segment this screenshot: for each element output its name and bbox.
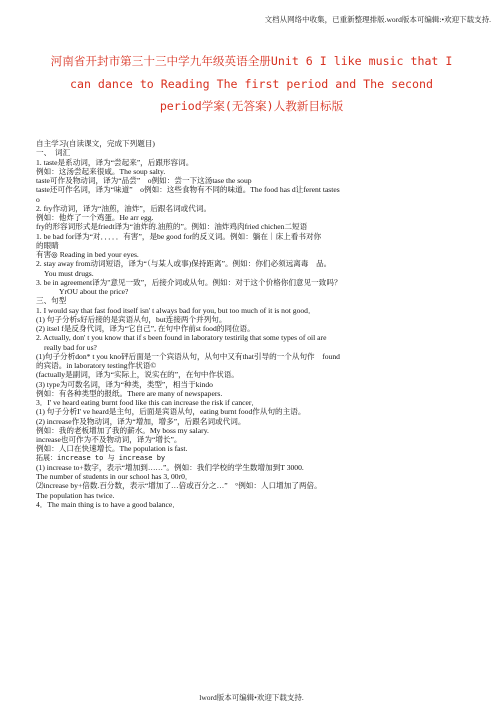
text-line: 2. Actually, don' t you know that if s been found in laboratory testirilg that some types of oil are	[36, 333, 327, 343]
text-line: The number of students in our school has 3, 00r0．	[36, 472, 193, 481]
text-line: (2) itsel f是反身代词，译为“它自己”, 在句中作前st food的同位语。	[36, 324, 255, 333]
text-line: 的宾语。in laboratory testing作状语©	[36, 361, 157, 370]
text-line: 有害◎ Reading in bed your eyes.	[36, 250, 139, 259]
text-line: (1) 句子分析I' ve heard是主句，后面是宾语从句，eating burnt food作从句的主语。	[36, 407, 306, 417]
text-line: 1. I would say that fast food itself isn' t always bad for you, but too much of it is not good．	[36, 305, 316, 315]
text-line: 一、 词汇	[36, 148, 71, 158]
text-line: really bad for us?	[44, 342, 97, 352]
text-line: 4．The main thing is to have a good balance．	[36, 499, 180, 509]
text-line: 的眼睛	[36, 240, 59, 250]
text-line: (1) increase to+数字，表示“增加到……”。例如：我们学校的学生数增加到T 3000.	[36, 462, 304, 472]
text-line: 3．I' ve heard eating burnt food like this can increase the risk if cancer．	[36, 398, 259, 407]
document-title: 河南省开封市第三十三中学九年级英语全册Unit 6 I like music that I can dance to Reading The first period and The second period学案(无答案)人教新目标版	[50, 54, 453, 113]
text-line: (factually是副词，译为“实际上，说实在的”，在句中作状语。	[36, 370, 239, 380]
text-line: YrOU about the price?	[59, 287, 129, 296]
text-line: (1)句子分析don* t you kno砰后面是一个宾语从句，从句中又有that引导的一个从句作 found	[36, 351, 340, 361]
text-line: fry的形容词形式是friedt译为“油炸的.油煎的”。例如：油炸鸡肉fried chichen二短语	[36, 222, 308, 232]
text-line: o	[36, 194, 40, 204]
text-line: 例如：这汤尝起来很咸。The soup salty.	[36, 166, 166, 176]
text-line: ⑵increase by+倍数.百分数，表示“增加了…倍或百分之…” °例如：人口增加了两倍。	[36, 481, 322, 491]
text-line: 例如：他炸了一个鸡蛋。He arr egg.	[36, 213, 154, 222]
text-line: 2. stay away from动词短语，译为“（与某人或事)保持距离”。例如：你们必须远离毒 品。	[36, 259, 332, 269]
text-line: taste还可作名词，译为“味道” o例如：这些食物有不同的味道。The food has d让ferent tastes	[36, 185, 340, 195]
text-line: (1) 句子分析s好后接的是宾语从句，but连接两个并列句。	[36, 314, 227, 324]
text-line: taste可作及物动词，译为“品尝” o例如：尝一下这汤tase the soup	[36, 176, 252, 185]
text-line: You must drugs.	[44, 268, 94, 278]
text-line: 自主学习(自读课文，完成下列题目)	[36, 139, 155, 148]
text-line: The population has twice.	[36, 490, 115, 500]
text-line: (2) increase作及物动词，译为“增加，增多”，后跟名词或代词。	[36, 416, 246, 426]
document-body	[36, 139, 472, 509]
text-line: increase也可作为不及物动词，译为“增长”。	[36, 435, 182, 444]
text-line: 例如：我的老板增加了我的薪水。My boss my salary.	[36, 425, 209, 435]
text-line: 拓展：increase to 与 increase by	[36, 453, 166, 462]
text-line: (3) type为可数名词，译为“种类，类型”，相当于kindo	[36, 379, 213, 389]
page-header: 文档从网络中收集，已重新整理排版.word版本可编辑:•欢迎下载支持.	[264, 15, 491, 24]
page-footer: lword版本可编辑•欢迎下载支持.	[199, 693, 304, 702]
text-line: 2. fry作动词，译为“油煎，油炸”，后跟名词或代词。	[36, 203, 212, 213]
text-line: 三、句型	[36, 296, 67, 306]
text-line: 3. be in agreement译为"意见一致”，后接介词或从句。例如：对于这个价格你们意见一致吗？	[36, 277, 342, 287]
text-line: 1. be bad for译为“对．．．．．有害”，是be good for的反义词。例如：躺在｜床上看书对你	[36, 231, 322, 241]
text-line: 例如：有各种类型的报纸。There are many of newspapers.	[36, 388, 223, 398]
text-line: 例如：人口在快速增长。The population is fast.	[36, 444, 188, 454]
text-line: 1. taste是系动词，译为“尝起来”，后跟形容词。	[36, 157, 194, 167]
